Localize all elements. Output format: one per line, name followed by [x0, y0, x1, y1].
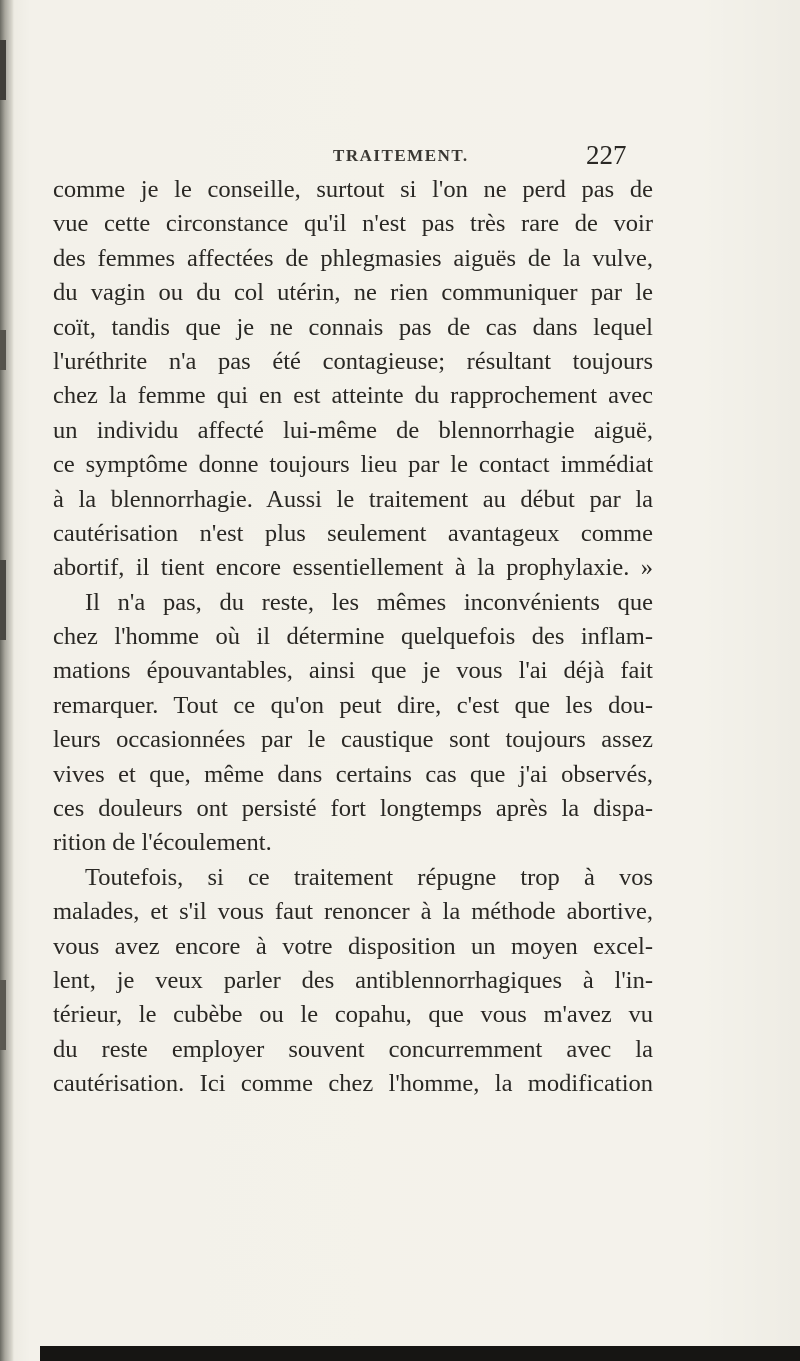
text-line: Il n'a pas, du reste, les mêmes inconvénients que: [85, 588, 653, 616]
running-title: TRAITEMENT.: [333, 146, 469, 165]
text-line: Toutefois, si ce traitement répugne trop à vos: [85, 863, 653, 891]
binding-shadow: [0, 0, 14, 1361]
binding-mark: [0, 560, 6, 640]
binding-mark: [0, 330, 6, 370]
text-line: vives et que, même dans certains cas que j'ai observés,: [53, 760, 653, 788]
text-line: coït, tandis que je ne connais pas de cas dans lequel: [53, 313, 653, 341]
text-line: ces douleurs ont persisté fort longtemps après la dispa-: [53, 795, 653, 823]
text-line: comme je le conseille, surtout si l'on ne perd pas de: [53, 176, 653, 203]
text-line: du vagin ou du col utérin, ne rien communiquer par le: [53, 279, 653, 307]
text-line: malades, et s'il vous faut renoncer à la méthode abortive,: [53, 898, 653, 926]
text-line: l'uréthrite n'a pas été contagieuse; résultant toujours: [53, 347, 653, 375]
body-text: [53, 173, 653, 1102]
binding-mark: [0, 40, 6, 100]
scan-edge-bar: [40, 1346, 800, 1361]
text-line: abortif, il tient encore essentiellement à la prophylaxie. »: [53, 554, 653, 582]
text-line: mations épouvantables, ainsi que je vous l'ai déjà fait: [53, 657, 653, 685]
page-number: 227: [586, 140, 627, 170]
text-line: des femmes affectées de phlegmasies aiguës de la vulve,: [53, 244, 653, 272]
text-line: remarquer. Tout ce qu'on peut dire, c'est que les dou-: [53, 691, 653, 719]
text-line: chez l'homme où il détermine quelquefois des inflam-: [53, 623, 653, 651]
text-line: vous avez encore à votre disposition un moyen excel-: [53, 932, 653, 960]
text-line: à la blennorrhagie. Aussi le traitement au début par la: [53, 485, 653, 513]
page-header: [0, 140, 800, 170]
text-line: cautérisation n'est plus seulement avantageux comme: [53, 519, 653, 547]
text-line: du reste employer souvent concurremment avec la: [53, 1035, 653, 1063]
text-line: cautérisation. Ici comme chez l'homme, la modification: [53, 1070, 653, 1098]
binding-mark: [0, 980, 6, 1050]
text-line: rition de l'écoulement.: [53, 829, 272, 857]
text-line: vue cette circonstance qu'il n'est pas très rare de voir: [53, 210, 653, 238]
text-line: leurs occasionnées par le caustique sont toujours assez: [53, 726, 653, 754]
text-line: chez la femme qui en est atteinte du rapprochement avec: [53, 382, 653, 410]
text-line: un individu affecté lui-même de blennorrhagie aiguë,: [53, 416, 653, 444]
text-line: lent, je veux parler des antiblennorrhagiques à l'in-: [53, 966, 653, 994]
text-line: ce symptôme donne toujours lieu par le contact immédiat: [53, 451, 653, 479]
text-line: térieur, le cubèbe ou le copahu, que vous m'avez vu: [53, 1001, 653, 1029]
